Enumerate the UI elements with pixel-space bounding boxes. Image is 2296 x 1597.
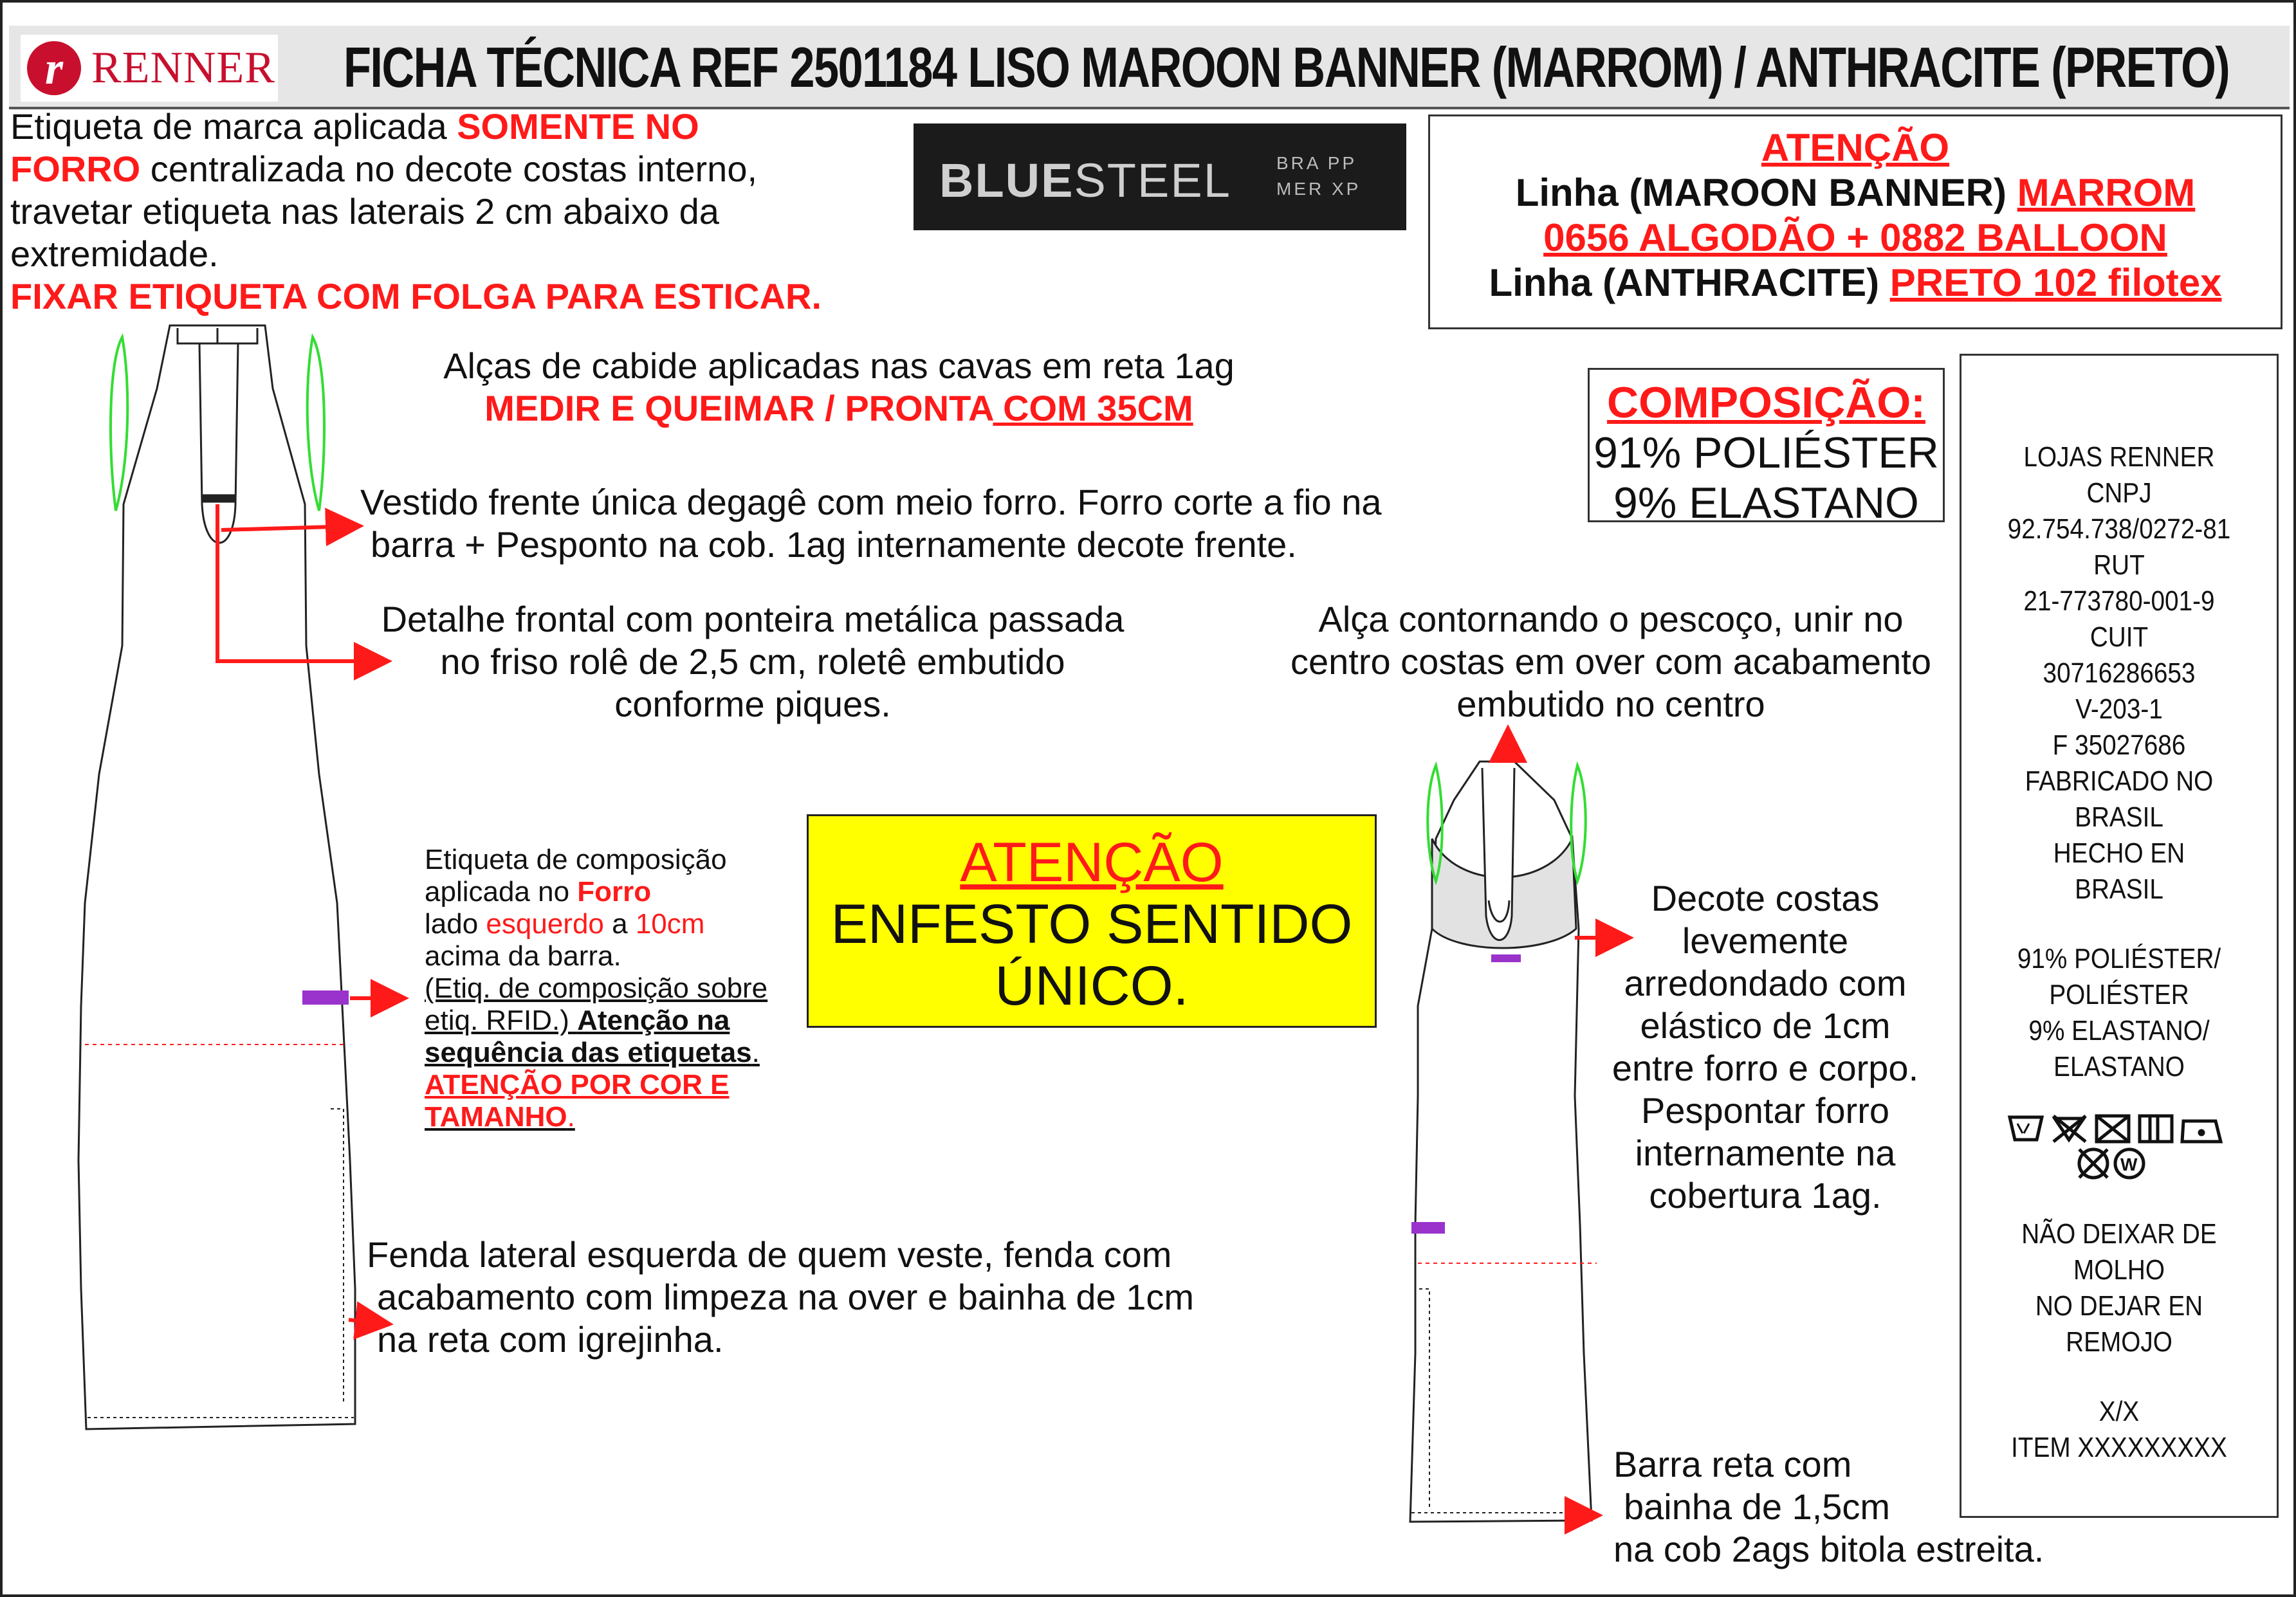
brand-note-line-4: extremidade.	[10, 233, 219, 274]
front-note-line-2: barra + Pesponto na cob. 1ag internamente decote frente.	[371, 524, 1297, 565]
label-note-side: lado	[425, 908, 486, 940]
front-callout-arrows	[217, 504, 401, 1324]
thread-line-3-color: PRETO 102 filotex	[1889, 261, 2222, 304]
back-note-line-2: levemente	[1682, 920, 1849, 961]
care-label-line: 30716286653	[2043, 657, 2196, 689]
label-note-line-6: etiq. RFID.)	[425, 1005, 578, 1036]
slit-note-line-1: Fenda lateral esquerda de quem veste, fenda com	[367, 1234, 1172, 1275]
detail-note-line-1: Detalhe frontal com ponteira metálica passada	[381, 599, 1125, 639]
front-hanger-loops	[111, 337, 324, 511]
care-label-composition-line: POLIÉSTER	[2049, 979, 2189, 1010]
care-label-line: LOJAS RENNER	[2023, 441, 2215, 473]
care-label-instruction-line: NÃO DEIXAR DE	[2021, 1218, 2217, 1250]
care-label-line: FABRICADO NO BRASIL	[2025, 765, 2214, 833]
hanger-note-size: COM 35CM	[993, 388, 1193, 428]
care-label-instruction-line: REMOJO	[2066, 1326, 2172, 1358]
label-note-warning-1: ATENÇÃO POR COR E	[425, 1069, 730, 1100]
label-note-distance: 10cm	[635, 908, 705, 940]
back-composition-label-marker	[1411, 1222, 1445, 1234]
neck-note-line-3: embutido no centro	[1456, 684, 1765, 724]
label-note-line-2: aplicada no	[425, 876, 578, 908]
front-composition-label-marker	[302, 990, 349, 1005]
back-note-line-8: cobertura 1ag.	[1649, 1175, 1882, 1216]
care-label-line: 21-773780-001-9	[2023, 585, 2215, 617]
care-label-instruction-line: NO DEJAR EN	[2035, 1290, 2203, 1322]
svg-text:W: W	[2120, 1154, 2138, 1174]
detail-note-line-2: no friso rolê de 2,5 cm, roletê embutido	[440, 641, 1065, 682]
brand-label-word-thin: STEEL	[1074, 154, 1231, 207]
brand-note-text: Etiqueta de marca aplicada	[10, 106, 457, 147]
hanger-note-line-1: Alças de cabide aplicadas nas cavas em reta 1ag	[443, 345, 1235, 386]
neck-note-line-1: Alça contornando o pescoço, unir no	[1318, 599, 1904, 639]
thread-line-3: Linha (ANTHRACITE)	[1489, 261, 1890, 304]
back-brand-label-marker	[1491, 954, 1521, 962]
label-note-at: a	[603, 908, 636, 940]
warning-line-1: ENFESTO SENTIDO	[831, 893, 1353, 955]
label-note-sequence: sequência das etiquetas	[425, 1037, 752, 1068]
brand-label-size-1: BRA PP	[1276, 153, 1357, 173]
care-label-item-line: ITEM XXXXXXXXX	[2011, 1432, 2227, 1463]
care-label-line: HECHO EN	[2053, 837, 2185, 869]
label-note-warning-2: TAMANHO	[425, 1101, 567, 1133]
care-label-item-line: X/X	[2099, 1396, 2140, 1427]
hem-note-line-3: na cob 2ags bitola estreita.	[1613, 1529, 2044, 1569]
neck-note-line-2: centro costas em over com acabamento	[1290, 641, 1932, 682]
slit-note-line-2: acabamento com limpeza na over e bainha de 1cm	[377, 1277, 1195, 1317]
brand-note-text-2: centralizada no decote costas interno,	[140, 149, 758, 189]
thread-line-1: Linha (MAROON BANNER)	[1515, 171, 2017, 214]
back-note-line-5: entre forro e corpo.	[1612, 1048, 1919, 1088]
label-note-line-4: acima da barra.	[425, 940, 621, 972]
composition-line-1: 91% POLIÉSTER	[1593, 428, 1939, 477]
care-label-instruction-line: MOLHO	[2073, 1254, 2165, 1286]
label-note-line-5: (Etiq. de composição sobre	[425, 972, 768, 1004]
thread-line-2: 0656 ALGODÃO + 0882 BALLOON	[1543, 216, 2167, 259]
composition-title: COMPOSIÇÃO:	[1607, 378, 1925, 427]
back-note-line-4: elástico de 1cm	[1640, 1005, 1891, 1046]
hem-note-line-2: bainha de 1,5cm	[1624, 1486, 1891, 1527]
back-note-line-1: Decote costas	[1651, 878, 1880, 918]
care-label-line: V-203-1	[2075, 693, 2163, 725]
care-label-line: RUT	[2093, 549, 2145, 581]
care-label-composition-line: 91% POLIÉSTER/	[2017, 943, 2221, 974]
care-label-line: 92.754.738/0272-81	[2007, 513, 2231, 545]
brand-label-word-bold: BLUE	[939, 154, 1074, 207]
brand-note-warning: FIXAR ETIQUETA COM FOLGA PARA ESTICAR.	[10, 276, 822, 316]
composition-line-2: 9% ELASTANO	[1613, 479, 1919, 527]
renner-logo-text: RENNER	[91, 43, 275, 93]
label-note-left: esquerdo	[486, 908, 604, 940]
care-label-line: CUIT	[2089, 621, 2149, 653]
document-title: FICHA TÉCNICA REF 2501184 LISO MAROON BANNER (MARROM) / ANTHRACITE (PRETO)	[344, 35, 2230, 99]
care-label-line: F 35027686	[2052, 729, 2186, 761]
brand-note-line-3: travetar etiqueta nas laterais 2 cm abaixo da	[10, 191, 719, 232]
slit-note-line-3: na reta com igrejinha.	[377, 1319, 724, 1360]
label-note-line-1: Etiqueta de composição	[425, 844, 727, 875]
label-note-period: .	[751, 1037, 760, 1068]
brand-note-highlight: SOMENTE NO	[457, 106, 699, 147]
back-note-line-6: Pespontar forro	[1641, 1090, 1889, 1131]
front-note-line-1: Vestido frente única degagê com meio forro. Forro corte a fio na	[360, 482, 1382, 522]
renner-logo-mark: r	[27, 41, 81, 95]
care-label-line: CNPJ	[2086, 477, 2152, 509]
care-label-composition-line: 9% ELASTANO/	[2028, 1015, 2210, 1046]
brand-note-highlight-2: FORRO	[10, 149, 141, 189]
detail-note-line-3: conforme piques.	[614, 684, 891, 724]
brand-label-size-2: MER XP	[1276, 179, 1361, 199]
garment-drawings	[3, 3, 2296, 1597]
warning-line-2: ÚNICO.	[995, 955, 1189, 1017]
label-note-attention: Atenção na	[577, 1005, 730, 1036]
hem-note-line-1: Barra reta com	[1613, 1444, 1852, 1484]
hanger-note-measure: MEDIR E QUEIMAR / PRONTA	[484, 388, 993, 428]
care-label-composition-line: ELASTANO	[2053, 1051, 2185, 1082]
care-label-line: BRASIL	[2075, 873, 2163, 905]
back-note-line-7: internamente na	[1635, 1133, 1896, 1173]
thread-line-1-color: MARROM	[2017, 171, 2196, 214]
back-note-line-3: arredondado com	[1624, 963, 1907, 1003]
label-note-period-2: .	[567, 1101, 575, 1133]
thread-attention-title: ATENÇÃO	[1761, 126, 1950, 169]
label-note-lining: Forro	[577, 876, 652, 908]
warning-title: ATENÇÃO	[960, 832, 1224, 893]
